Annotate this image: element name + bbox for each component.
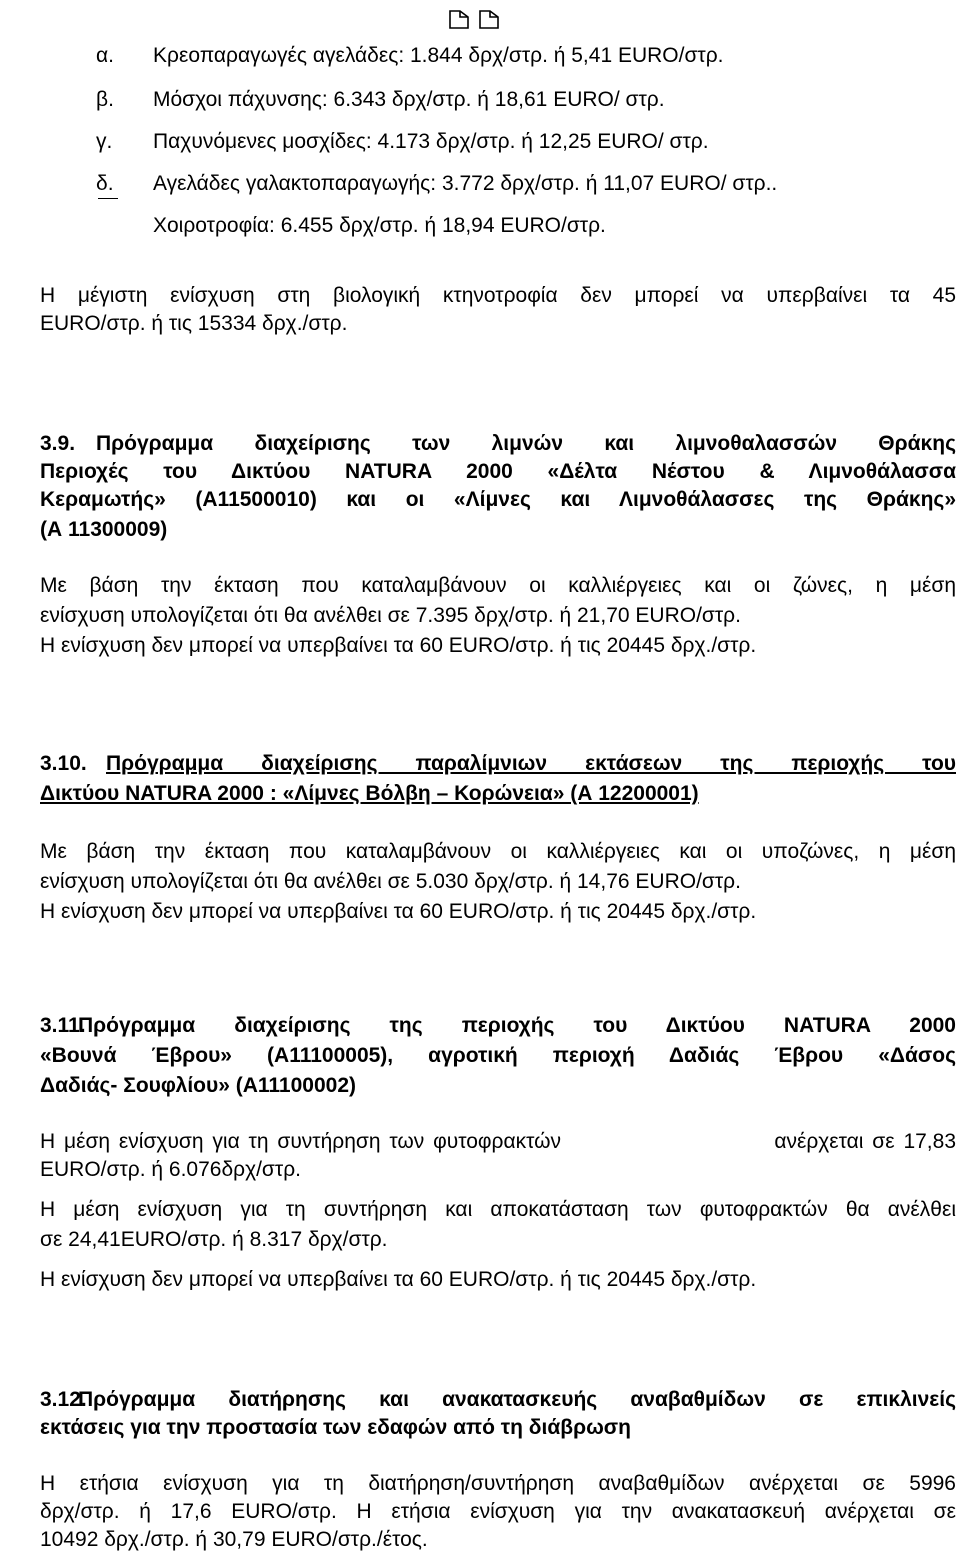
paragraph-line: Η ενίσχυση δεν μπορεί να υπερβαίνει τα 60 EURO/στρ. ή τις 20445 δρχ./στρ. bbox=[40, 1268, 757, 1291]
section-number: 3.10. bbox=[40, 752, 87, 775]
list-item: Κρεοπαραγωγές αγελάδες: 1.844 δρχ/στρ. ή 5,41 EURO/στρ. bbox=[153, 44, 724, 67]
document-pages-icon bbox=[446, 4, 510, 30]
paragraph-line: EURO/στρ. ή 6.076δρχ/στρ. bbox=[40, 1158, 301, 1181]
section-title: (Α 11300009) bbox=[40, 518, 168, 541]
section-number: 3.11. bbox=[40, 1014, 86, 1037]
list-item: Παχυνόμενες μοσχίδες: 4.173 δρχ/στρ. ή 12,25 EURO/ στρ. bbox=[153, 130, 709, 153]
section-title: «Βουνά Έβρου» (Α11100005), αγροτική περιοχή Δαδιάς Έβρου «Δάσος bbox=[40, 1044, 956, 1067]
list-marker: β. bbox=[96, 88, 114, 111]
dash-list-item: Χοιροτροφία: 6.455 δρχ/στρ. ή 18,94 EURO/στρ. bbox=[153, 214, 606, 237]
section-title: Πρόγραμμα διαχείρισης των λιμνών και λιμνοθαλασσών Θράκης bbox=[96, 432, 956, 455]
paragraph-line: 10492 δρχ./στρ. ή 30,79 EURO/στρ./έτος. bbox=[40, 1528, 428, 1551]
section-title: Κεραμωτής» (Α11500010) και οι «Λίμνες και Λιμνοθάλασσες της Θράκης» bbox=[40, 488, 956, 511]
list-marker: δ. bbox=[96, 172, 114, 195]
intro-paragraph-line: Η μέγιστη ενίσχυση στη βιολογική κτηνοτροφία δεν μπορεί να υπερβαίνει τα 45 bbox=[40, 284, 956, 307]
section-title: Δικτύου NATURA 2000 : «Λίμνες Βόλβη – Κορώνεια» (Α 12200001) bbox=[40, 782, 699, 805]
section-title: Πρόγραμμα διαχείρισης παραλίμνιων εκτάσεων της περιοχής του bbox=[106, 752, 956, 775]
section-title: Πρόγραμμα διατήρησης και ανακατασκευής αναβαθμίδων σε επικλινείς bbox=[78, 1388, 956, 1411]
section-title: εκτάσεις για την προστασία των εδαφών από τη διάβρωση bbox=[40, 1416, 632, 1439]
section-title: Δαδιάς- Σουφλίου» (Α11100002) bbox=[40, 1074, 356, 1097]
paragraph-line: Η μέση ενίσχυση για τη συντήρηση των φυτοφρακτών bbox=[40, 1130, 561, 1153]
dash-bullet bbox=[98, 198, 118, 199]
paragraph-line: ενίσχυση υπολογίζεται ότι θα ανέλθει σε 5.030 δρχ/στρ. ή 14,76 EURO/στρ. bbox=[40, 870, 741, 893]
paragraph-line: ενίσχυση υπολογίζεται ότι θα ανέλθει σε 7.395 δρχ/στρ. ή 21,70 EURO/στρ. bbox=[40, 604, 741, 627]
section-number: 3.9. bbox=[40, 432, 76, 455]
paragraph-line: Η ετήσια ενίσχυση για τη διατήρηση/συντήρηση αναβαθμίδων ανέρχεται σε 5996 bbox=[40, 1472, 956, 1495]
paragraph-line: δρχ/στρ. ή 17,6 EURO/στρ. Η ετήσια ενίσχυση για την ανακατασκευή ανέρχεται σε bbox=[40, 1500, 956, 1523]
section-title: Περιοχές του Δικτύου NATURA 2000 «Δέλτα Νέστου & Λιμνοθάλασσα bbox=[40, 460, 956, 483]
list-item: Αγελάδες γαλακτοπαραγωγής: 3.772 δρχ/στρ. ή 11,07 EURO/ στρ.. bbox=[153, 172, 778, 195]
paragraph-line: Με βάση την έκταση που καταλαμβάνουν οι καλλιέργειες και οι υποζώνες, η μέση bbox=[40, 840, 956, 863]
list-marker: γ. bbox=[96, 130, 113, 153]
list-item: Μόσχοι πάχυνσης: 6.343 δρχ/στρ. ή 18,61 EURO/ στρ. bbox=[153, 88, 665, 111]
paragraph-line: Με βάση την έκταση που καταλαμβάνουν οι καλλιέργειες και οι ζώνες, η μέση bbox=[40, 574, 956, 597]
section-title: Πρόγραμμα διαχείρισης της περιοχής του Δικτύου NATURA 2000 bbox=[78, 1014, 956, 1037]
paragraph-line: σε 24,41EURO/στρ. ή 8.317 δρχ/στρ. bbox=[40, 1228, 388, 1251]
paragraph-line: ανέρχεται σε 17,83 bbox=[774, 1130, 956, 1153]
section-number: 3.12. bbox=[40, 1388, 87, 1411]
list-marker: α. bbox=[96, 44, 114, 67]
paragraph-line: Η μέση ενίσχυση για τη συντήρηση και αποκατάσταση των φυτοφρακτών θα ανέλθει bbox=[40, 1198, 956, 1221]
paragraph-line: Η ενίσχυση δεν μπορεί να υπερβαίνει τα 60 EURO/στρ. ή τις 20445 δρχ./στρ. bbox=[40, 634, 757, 657]
paragraph-line: Η ενίσχυση δεν μπορεί να υπερβαίνει τα 60 EURO/στρ. ή τις 20445 δρχ./στρ. bbox=[40, 900, 757, 923]
intro-paragraph-line: EURO/στρ. ή τις 15334 δρχ./στρ. bbox=[40, 312, 348, 335]
